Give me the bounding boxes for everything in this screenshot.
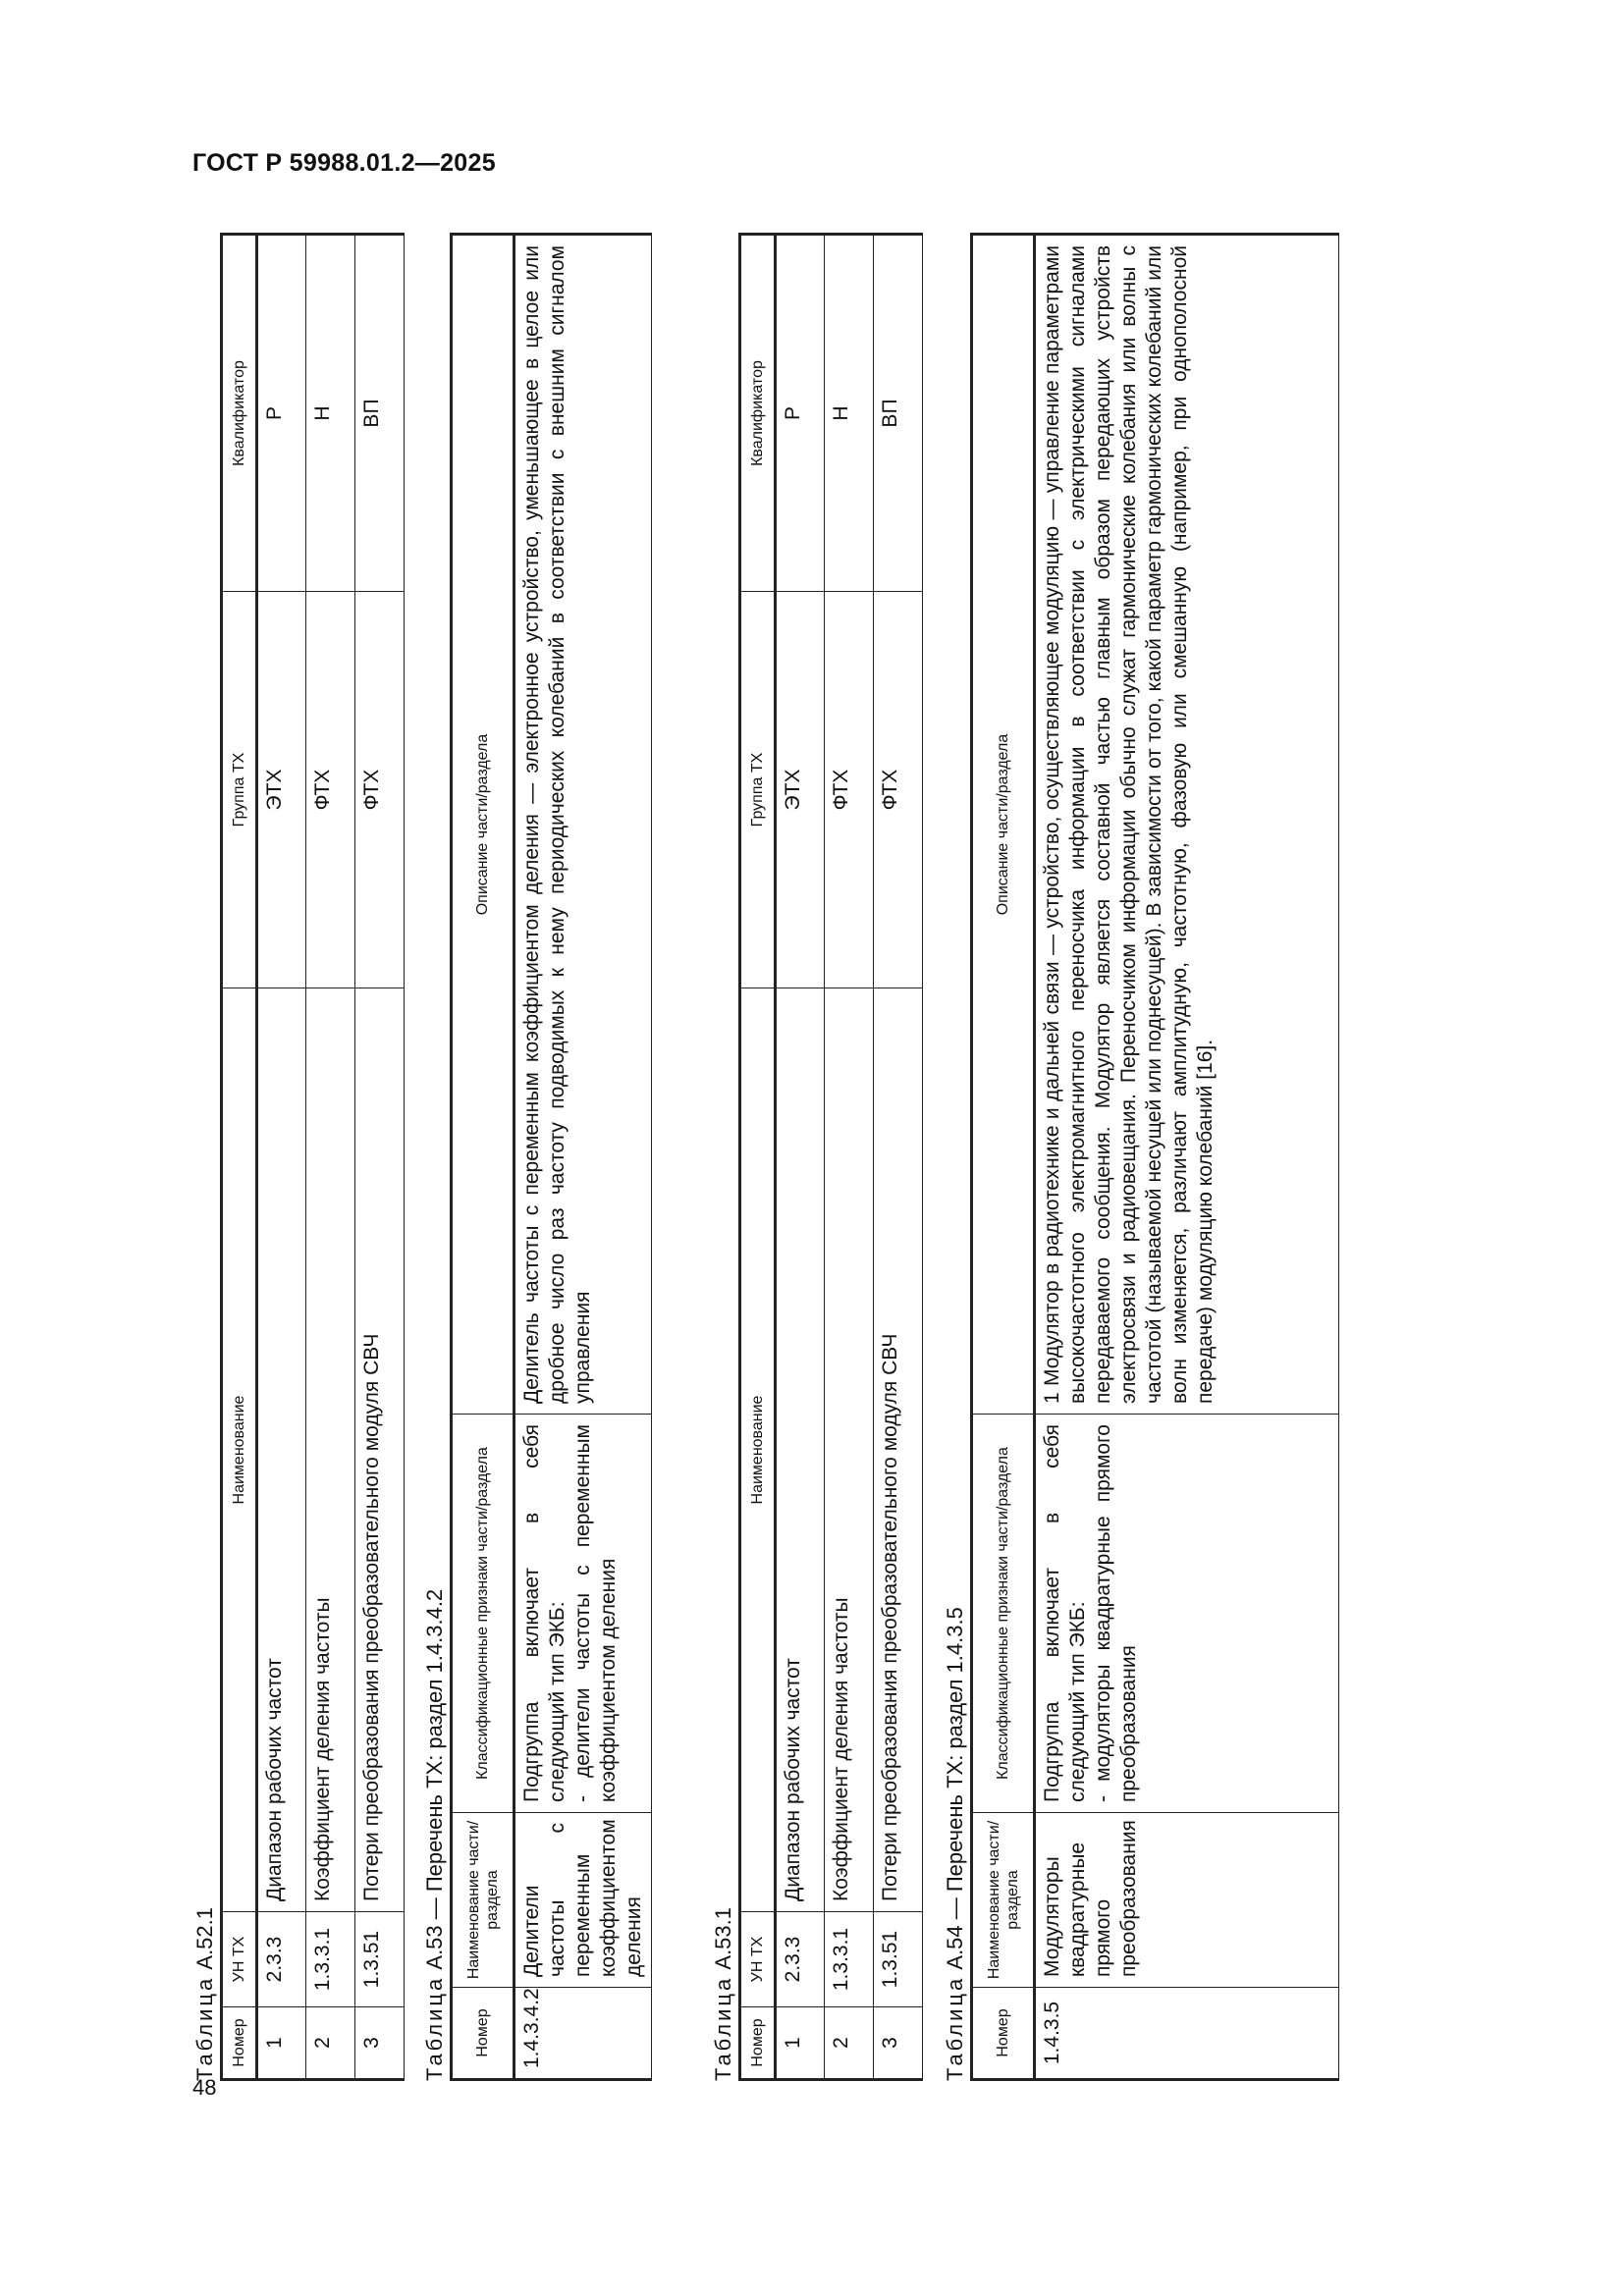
table-a53-1 <box>738 233 923 2081</box>
cell-section-name: Делители частоты с переменным коэффициентом деления <box>514 1813 652 1988</box>
table-a53 <box>450 233 652 2081</box>
caption-a52-1: Таблица А.52.1 <box>192 1907 217 2081</box>
col-header-un-tx: УН ТХ <box>222 1912 257 2007</box>
col-header-group: Группа ТХ <box>740 592 776 988</box>
col-header-number: Номер <box>972 1988 1035 2080</box>
cell-group: ФТХ <box>306 592 355 988</box>
cell-qualifier: Р <box>776 235 825 592</box>
col-header-group: Группа ТХ <box>222 592 257 988</box>
cell-un-tx: 2.3.3 <box>257 1912 306 2007</box>
col-header-description: Описание части/раздела <box>972 235 1035 1415</box>
cell-number: 1 <box>776 2007 825 2080</box>
table-row <box>874 235 923 2080</box>
cell-description: Делитель частоты с переменным коэффициентом деления — электронное устройство, уменьшающее в целое или дробное число раз частоту подводимых к нему периодических колебаний в соответствии с внешним сигналом управления <box>514 235 652 1415</box>
classification-item: - модуляторы квадратурные прямого преобразования <box>1092 1424 1140 1802</box>
col-header-qualifier: Квалификатор <box>740 235 776 592</box>
table-a54-block <box>941 236 1339 2081</box>
cell-qualifier: Н <box>825 235 874 592</box>
table-a53-1-block <box>709 236 923 2081</box>
caption-a53-1: Таблица А.53.1 <box>711 1907 735 2081</box>
col-header-qualifier: Квалификатор <box>222 235 257 592</box>
table-row <box>825 235 874 2080</box>
cell-group: ЭТХ <box>257 592 306 988</box>
cell-number: 1.4.3.4.2 <box>514 1988 652 2080</box>
cell-section-name: Модуляторы квадратурные прямого преобразования <box>1035 1813 1339 1988</box>
table-row <box>306 235 355 2080</box>
cell-group: ЭТХ <box>776 592 825 988</box>
classification-line: Подгруппа включает в себя следующий тип ЭКБ: <box>1041 1424 1089 1802</box>
cell-un-tx: 2.3.3 <box>776 1912 825 2007</box>
table-a52-1-block <box>190 236 405 2081</box>
cell-classification <box>514 1415 652 1813</box>
col-header-section-name: Наименование части/раздела <box>972 1813 1035 1988</box>
table-row <box>257 235 306 2080</box>
cell-name: Коэффициент деления частоты <box>825 988 874 1912</box>
cell-number: 3 <box>355 2007 405 2080</box>
cell-qualifier: ВП <box>874 235 923 592</box>
cell-group: ФТХ <box>874 592 923 988</box>
col-header-description: Описание части/раздела <box>452 235 514 1415</box>
table-a54 <box>970 233 1339 2081</box>
document-header: ГОСТ Р 59988.01.2—2025 <box>192 149 496 177</box>
col-header-un-tx: УН ТХ <box>740 1912 776 2007</box>
classification-item: - делители частоты с переменным коэффициентом деления <box>571 1424 620 1802</box>
page-number: 48 <box>192 2075 217 2100</box>
cell-un-tx: 1.3.51 <box>355 1912 405 2007</box>
col-header-name: Наименование <box>740 988 776 1912</box>
cell-number: 2 <box>306 2007 355 2080</box>
cell-number: 1.4.3.5 <box>1035 1988 1339 2080</box>
cell-name: Потери преобразования преобразовательного модуля СВЧ <box>355 988 405 1912</box>
cell-un-tx: 1.3.3.1 <box>306 1912 355 2007</box>
col-header-classification: Классификационные признаки части/раздела <box>452 1415 514 1813</box>
cell-group: ФТХ <box>825 592 874 988</box>
cell-description: 1 Модулятор в радиотехнике и дальней связи — устройство, осуществляющее модуляцию — управление параметрами высокочастотного электромагнитного переносчика информации в соответствии с электрическими сигналами передаваемого сообщения. Модулятор является составной частью главным образом передающих устройств электросвязи и радиовещания. Переносчиком информации обычно служат гармонические колебания или волны с частотой (называемой несущей или поднесущей). В зависимости от того, какой параметр гармонических колебаний или волн изменяется, различают амплитудную, частотную, фазовую или смешанную (например, при однополосной передаче) модуляцию колебаний [16]. <box>1035 235 1339 1415</box>
col-header-section-name: Наименование части/раздела <box>452 1813 514 1988</box>
cell-name: Диапазон рабочих частот <box>257 988 306 1912</box>
cell-name: Коэффициент деления частоты <box>306 988 355 1912</box>
col-header-name: Наименование <box>222 988 257 1912</box>
table-row <box>1035 235 1339 2080</box>
cell-un-tx: 1.3.3.1 <box>825 1912 874 2007</box>
caption-a53: Таблица А.53 — Перечень ТХ: раздел 1.4.3.4.2 <box>422 1588 447 2081</box>
cell-classification <box>1035 1415 1339 1813</box>
table-a53-block <box>420 236 652 2081</box>
table-row <box>355 235 405 2080</box>
cell-name: Диапазон рабочих частот <box>776 988 825 1912</box>
cell-qualifier: ВП <box>355 235 405 592</box>
cell-name: Потери преобразования преобразовательного модуля СВЧ <box>874 988 923 1912</box>
table-row <box>514 235 652 2080</box>
col-header-number: Номер <box>222 2007 257 2080</box>
cell-un-tx: 1.3.51 <box>874 1912 923 2007</box>
col-header-number: Номер <box>740 2007 776 2080</box>
rotated-content <box>190 236 1516 2081</box>
col-header-classification: Классификационные признаки части/раздела <box>972 1415 1035 1813</box>
cell-qualifier: Р <box>257 235 306 592</box>
cell-number: 3 <box>874 2007 923 2080</box>
caption-a54: Таблица А.54 — Перечень ТХ: раздел 1.4.3.5 <box>943 1607 967 2081</box>
cell-group: ФТХ <box>355 592 405 988</box>
cell-number: 1 <box>257 2007 306 2080</box>
table-a52-1 <box>220 233 405 2081</box>
table-row <box>776 235 825 2080</box>
cell-number: 2 <box>825 2007 874 2080</box>
cell-qualifier: Н <box>306 235 355 592</box>
col-header-number: Номер <box>452 1988 514 2080</box>
classification-line: Подгруппа включает в себя следующий тип ЭКБ: <box>520 1424 568 1802</box>
